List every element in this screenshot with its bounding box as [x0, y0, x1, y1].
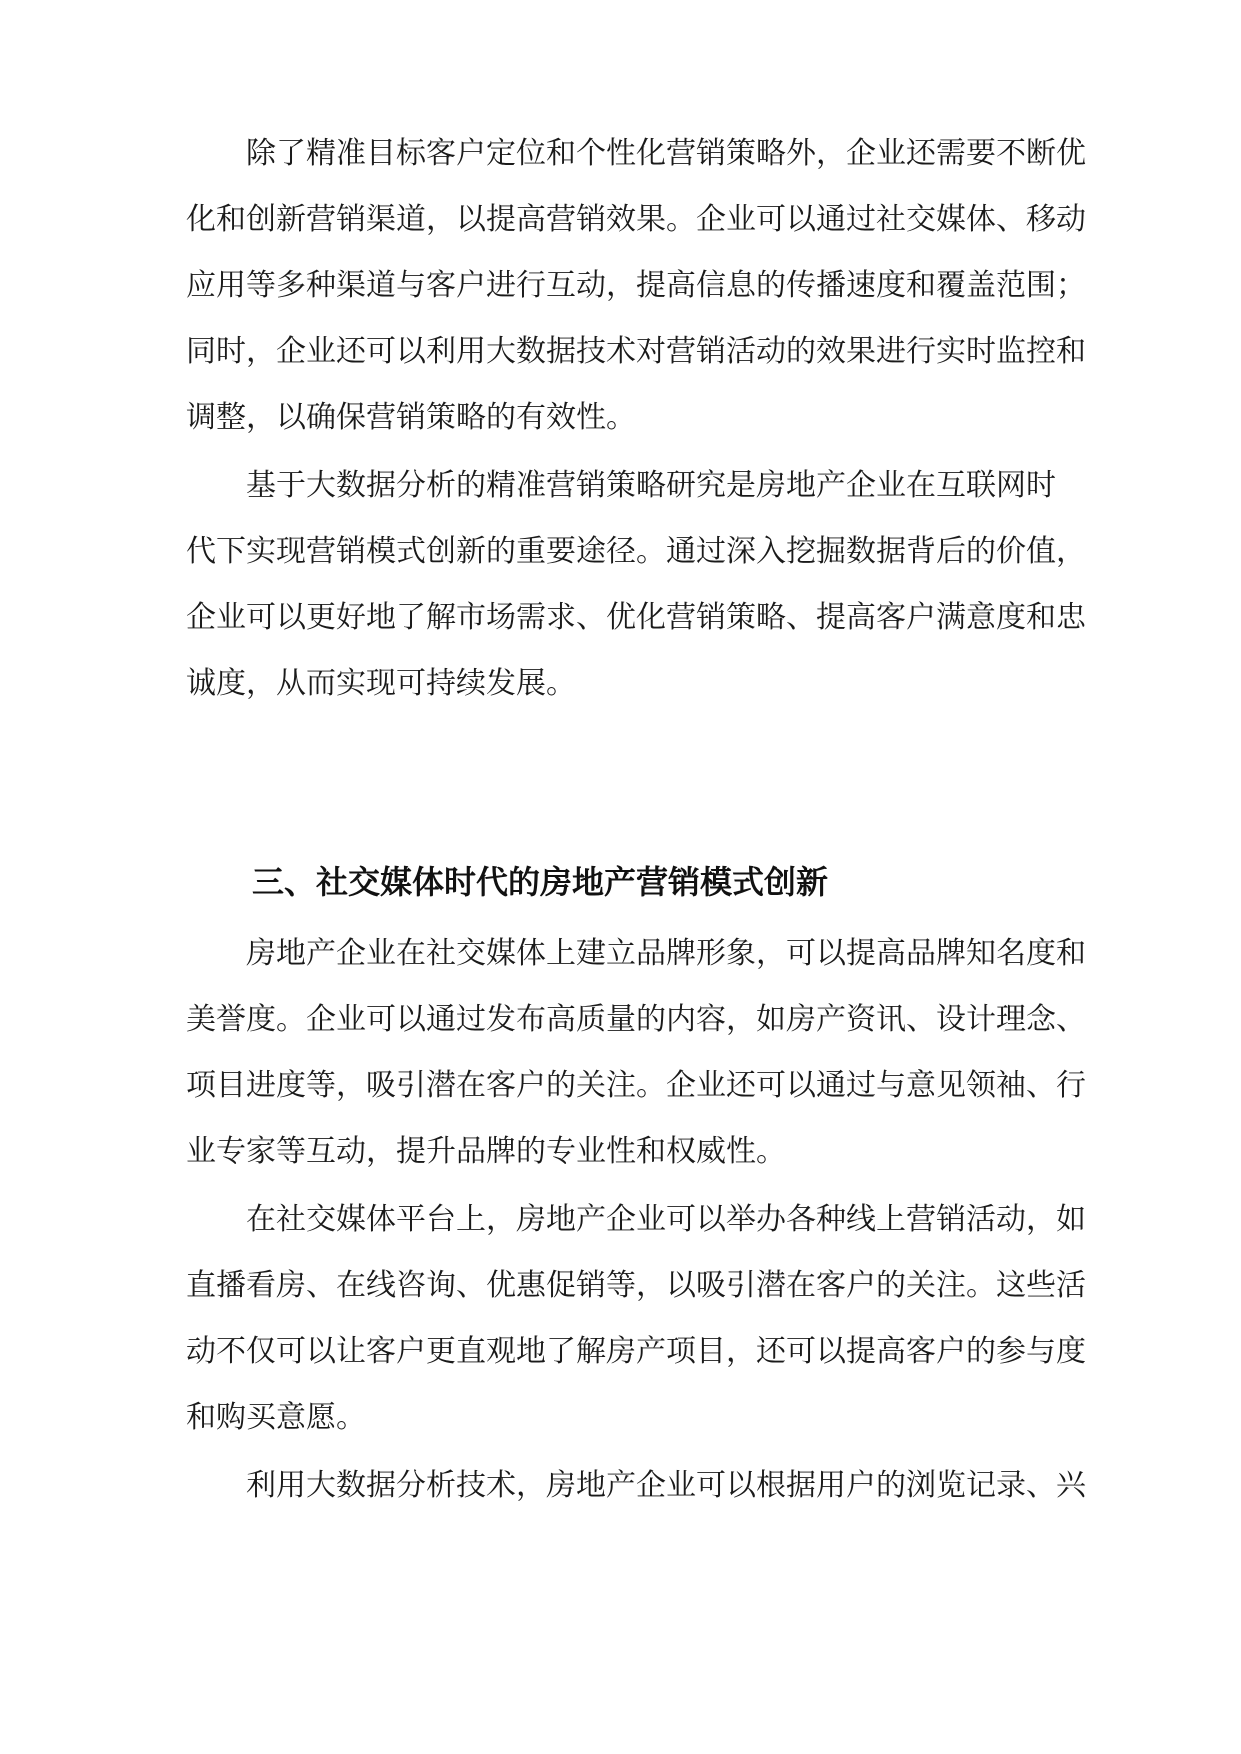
- paragraph-2-line-2: 代下实现营销模式创新的重要途径。通过深入挖掘数据背后的价值，: [186, 534, 1086, 569]
- paragraph-2-line-3: 企业可以更好地了解市场需求、优化营销策略、提高客户满意度和忠: [186, 600, 1086, 635]
- paragraph-1-line-4: 同时，企业还可以利用大数据技术对营销活动的效果进行实时监控和: [186, 334, 1086, 369]
- paragraph-1-line-5: 调整，以确保营销策略的有效性。: [186, 400, 636, 435]
- section-paragraph-1-line-4: 业专家等互动，提升品牌的专业性和权威性。: [186, 1134, 786, 1169]
- section-paragraph-3-line-1: 利用大数据分析技术，房地产企业可以根据用户的浏览记录、兴: [246, 1468, 1086, 1503]
- section-paragraph-1-line-2: 美誉度。企业可以通过发布高质量的内容，如房产资讯、设计理念、: [186, 1002, 1086, 1037]
- section-paragraph-2-line-4: 和购买意愿。: [186, 1400, 366, 1435]
- section-paragraph-2-line-2: 直播看房、在线咨询、优惠促销等，以吸引潜在客户的关注。这些活: [186, 1268, 1086, 1303]
- section-paragraph-2-line-3: 动不仅可以让客户更直观地了解房产项目，还可以提高客户的参与度: [186, 1334, 1086, 1369]
- paragraph-1-line-2: 化和创新营销渠道，以提高营销效果。企业可以通过社交媒体、移动: [186, 202, 1086, 237]
- section-paragraph-1-line-1: 房地产企业在社交媒体上建立品牌形象，可以提高品牌知名度和: [246, 936, 1086, 971]
- paragraph-1-line-1: 除了精准目标客户定位和个性化营销策略外，企业还需要不断优: [246, 136, 1086, 171]
- section-heading: 三、社交媒体时代的房地产营销模式创新: [252, 863, 829, 901]
- paragraph-2-line-1: 基于大数据分析的精准营销策略研究是房地产企业在互联网时: [246, 468, 1056, 503]
- section-paragraph-2-line-1: 在社交媒体平台上，房地产企业可以举办各种线上营销活动，如: [246, 1202, 1086, 1237]
- paragraph-1-line-3: 应用等多种渠道与客户进行互动，提高信息的传播速度和覆盖范围；: [186, 268, 1086, 303]
- paragraph-2-line-4: 诚度，从而实现可持续发展。: [186, 666, 576, 701]
- section-paragraph-1-line-3: 项目进度等，吸引潜在客户的关注。企业还可以通过与意见领袖、行: [186, 1068, 1086, 1103]
